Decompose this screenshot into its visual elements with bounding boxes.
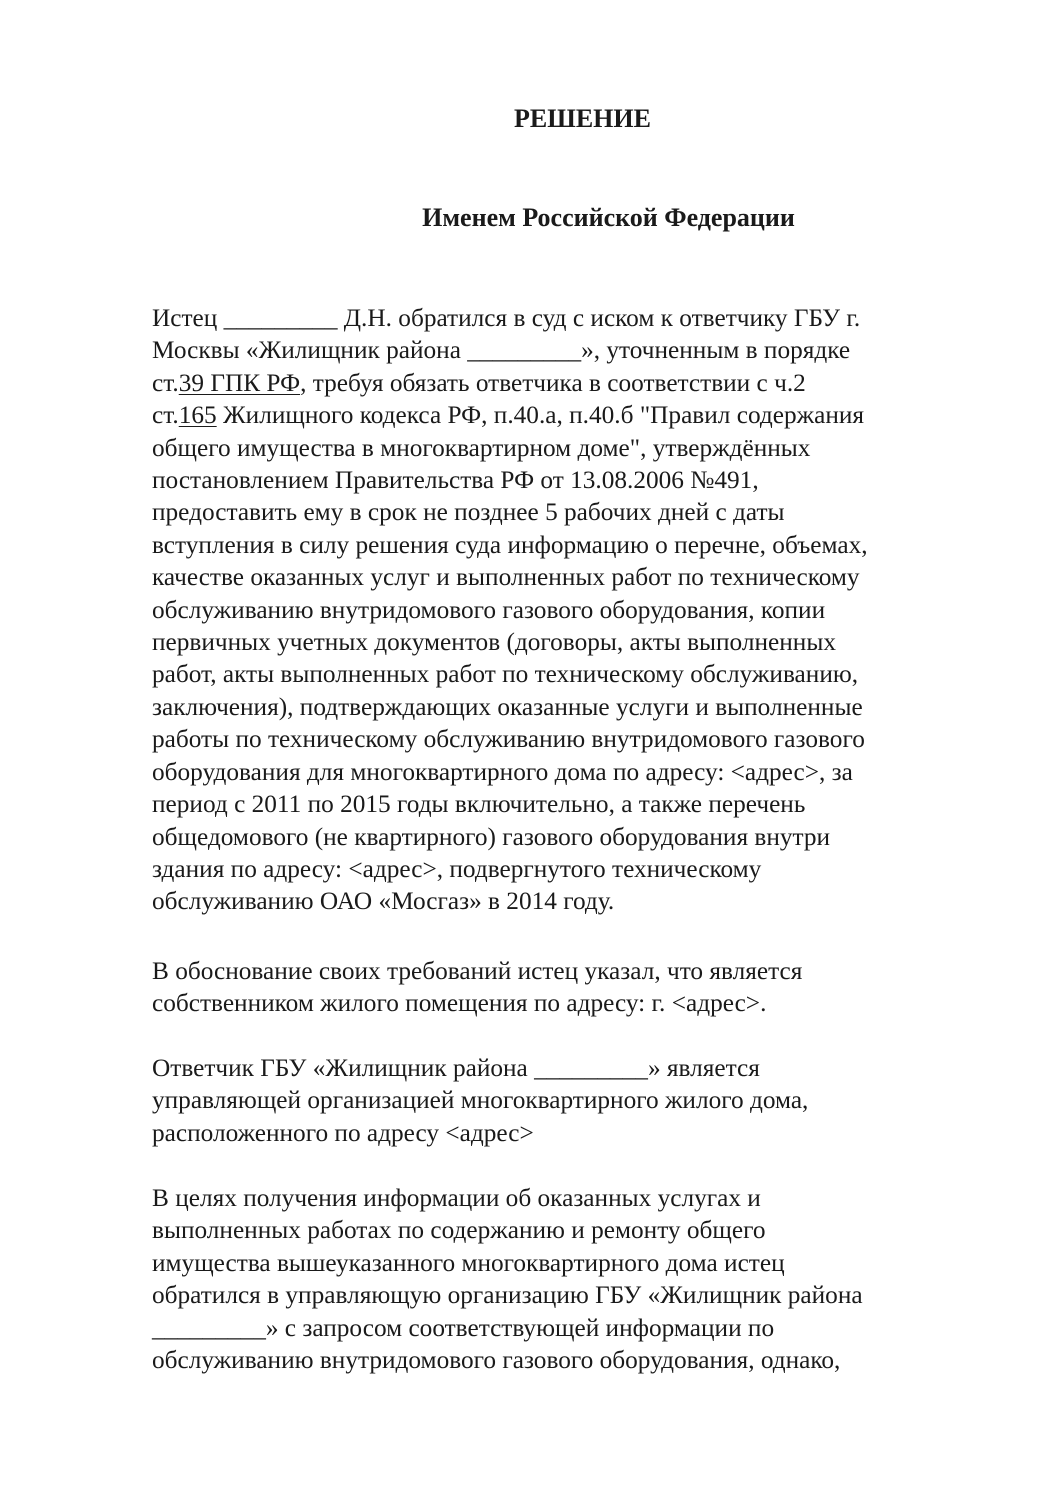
paragraph-line: оборудования для многоквартирного дома по адресу: <адрес>, за [152,757,853,786]
paragraph-line: работы по техническому обслуживанию внутридомового газового [152,725,865,754]
text-fragment: , требуя обязать ответчика в соответствии с ч.2 [300,368,806,397]
paragraph-line: вступления в силу решения суда информацию о перечне, объемах, [152,530,868,559]
paragraph-line: _________» с запросом соответствующей информации по [152,1313,775,1342]
paragraph-line: обслуживанию внутридомового газового оборудования, однако, [152,1346,841,1375]
paragraph-line: предоставить ему в срок не позднее 5 рабочих дней с даты [152,498,785,527]
paragraph-line: обратился в управляющую организацию ГБУ «Жилищник района [152,1281,863,1310]
document-subtitle: Именем Российской Федерации [422,203,795,232]
text-fragment: ст. [152,401,179,430]
paragraph-grounds [152,955,972,1020]
paragraph-defendant [152,1052,972,1149]
paragraph-line [152,399,972,431]
paragraph-line: Москвы «Жилищник района _________», уточненным в порядке [152,336,851,365]
paragraph-line: Истец _________ Д.Н. обратился в суд с иском к ответчику ГБУ г. [152,304,861,332]
paragraph-line: имущества вышеуказанного многоквартирного дома истец [152,1248,785,1277]
paragraph-line: расположенного по адресу <адрес> [152,1118,534,1147]
paragraph-line: постановлением Правительства РФ от 13.08.2006 №491, [152,466,759,495]
paragraph-line: период с 2011 по 2015 годы включительно, а также перечень [152,790,806,819]
paragraph-line: работ, акты выполненных работ по техническому обслуживанию, [152,660,859,689]
paragraph-line [152,367,972,399]
paragraph-line: выполненных работах по содержанию и ремонту общего [152,1216,766,1245]
paragraph-line: управляющей организацией многоквартирного жилого дома, [152,1086,809,1115]
paragraph-request [152,1182,972,1376]
paragraph-line: В обоснование своих требований истец указал, что является [152,957,803,985]
paragraph-line: общедомового (не квартирного) газового оборудования внутри [152,822,831,851]
paragraph-line: общего имущества в многоквартирном доме", утверждённых [152,433,811,462]
paragraph-line: В целях получения информации об оказанных услугах и [152,1184,761,1212]
paragraph-line: обслуживанию внутридомового газового оборудования, копии [152,595,826,624]
paragraph-claim [152,302,972,918]
paragraph-line: собственником жилого помещения по адресу: г. <адрес>. [152,989,767,1018]
text-fragment: ст. [152,368,179,397]
paragraph-line: первичных учетных документов (договоры, акты выполненных [152,628,836,657]
law-reference-link-gpk[interactable]: 39 ГПК РФ [178,368,301,397]
paragraph-line: Ответчик ГБУ «Жилищник района _________» является [152,1054,760,1082]
paragraph-line: качестве оказанных услуг и выполненных работ по техническому [152,563,860,592]
paragraph-line: заключения), подтверждающих оказанные услуги и выполненные [152,692,863,721]
paragraph-line: обслуживанию ОАО «Мосгаз» в 2014 году. [152,887,615,916]
paragraph-line: здания по адресу: <адрес>, подвергнутого техническому [152,854,762,883]
document-title: РЕШЕНИЕ [514,104,651,133]
law-reference-link-zhk[interactable]: 165 [178,401,217,430]
text-fragment: Жилищного кодекса РФ, п.40.а, п.40.б "Правил содержания [216,401,865,430]
